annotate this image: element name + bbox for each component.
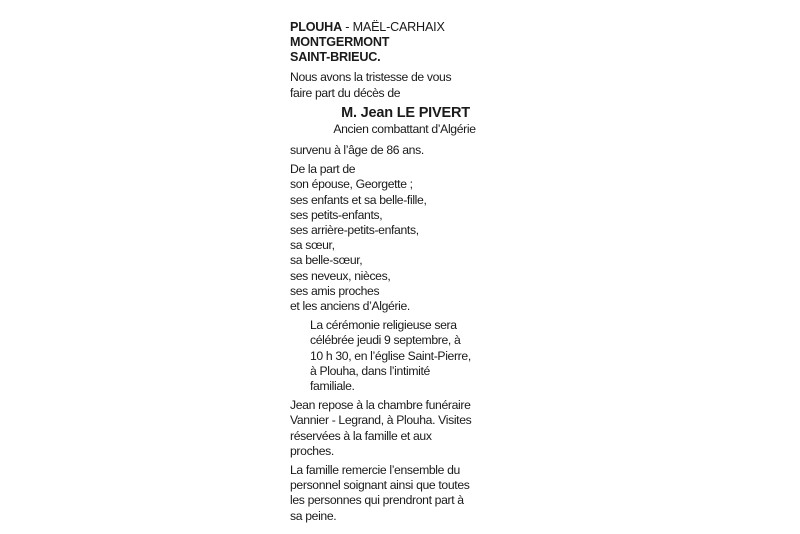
header-line-1 (290, 20, 505, 35)
town-mael-carhaix: - MAËL-CARHAIX (341, 20, 445, 34)
ceremony-line: célébrée jeudi 9 septembre, à (310, 333, 461, 348)
thanks-paragraph (290, 463, 505, 524)
ceremony-line: à Plouha, dans l’intimité (310, 363, 430, 378)
funeral-home-paragraph (290, 398, 505, 459)
town-plouha: PLOUHA (290, 20, 342, 34)
intro-line: faire part du décès de (290, 85, 401, 100)
intro-line: Nous avons la tristesse de vous (290, 70, 452, 85)
notice-header (290, 20, 505, 64)
family-line: sa sœur, (290, 238, 335, 253)
thanks-line: les personnes qui prendront part à (290, 493, 464, 508)
family-line: ses neveux, nièces, (290, 268, 391, 283)
obituary-notice (290, 20, 505, 528)
funeral-home-line: réservées à la famille et aux (290, 428, 432, 443)
family-line: sa belle-sœur, (290, 253, 363, 268)
thanks-line: La famille remercie l’ensemble du (290, 463, 460, 478)
age-paragraph (290, 143, 505, 158)
town-montgermont: MONTGERMONT (290, 34, 390, 49)
family-line: ses amis proches (290, 283, 380, 298)
deceased-name: M. Jean LE PIVERT (341, 104, 470, 121)
ceremony-line: familiale. (310, 379, 355, 394)
town-saint-brieuc: SAINT-BRIEUC. (290, 49, 381, 64)
family-line: De la part de (290, 162, 356, 177)
family-line: ses arrière-petits-enfants, (290, 223, 419, 238)
family-line: ses petits-enfants, (290, 207, 383, 222)
age-line: survenu à l’âge de 86 ans. (290, 143, 424, 157)
funeral-home-line: Vannier - Legrand, à Plouha. Visites (290, 413, 472, 428)
deceased-title: Ancien combattant d’Algérie (333, 121, 476, 136)
ceremony-paragraph (290, 318, 505, 394)
ceremony-line: La cérémonie religieuse sera (310, 318, 457, 333)
thanks-line: personnel soignant ainsi que toutes (290, 478, 470, 493)
family-paragraph (290, 162, 505, 314)
family-line: et les anciens d’Algérie. (290, 299, 410, 314)
funeral-home-line: Jean repose à la chambre funéraire (290, 398, 471, 413)
ceremony-line: 10 h 30, en l’église Saint-Pierre, (310, 348, 471, 363)
thanks-line: sa peine. (290, 508, 337, 523)
funeral-home-line: proches. (290, 443, 334, 458)
family-line: son épouse, Georgette ; (290, 177, 413, 192)
family-line: ses enfants et sa belle-fille, (290, 192, 427, 207)
intro-paragraph (290, 70, 505, 100)
